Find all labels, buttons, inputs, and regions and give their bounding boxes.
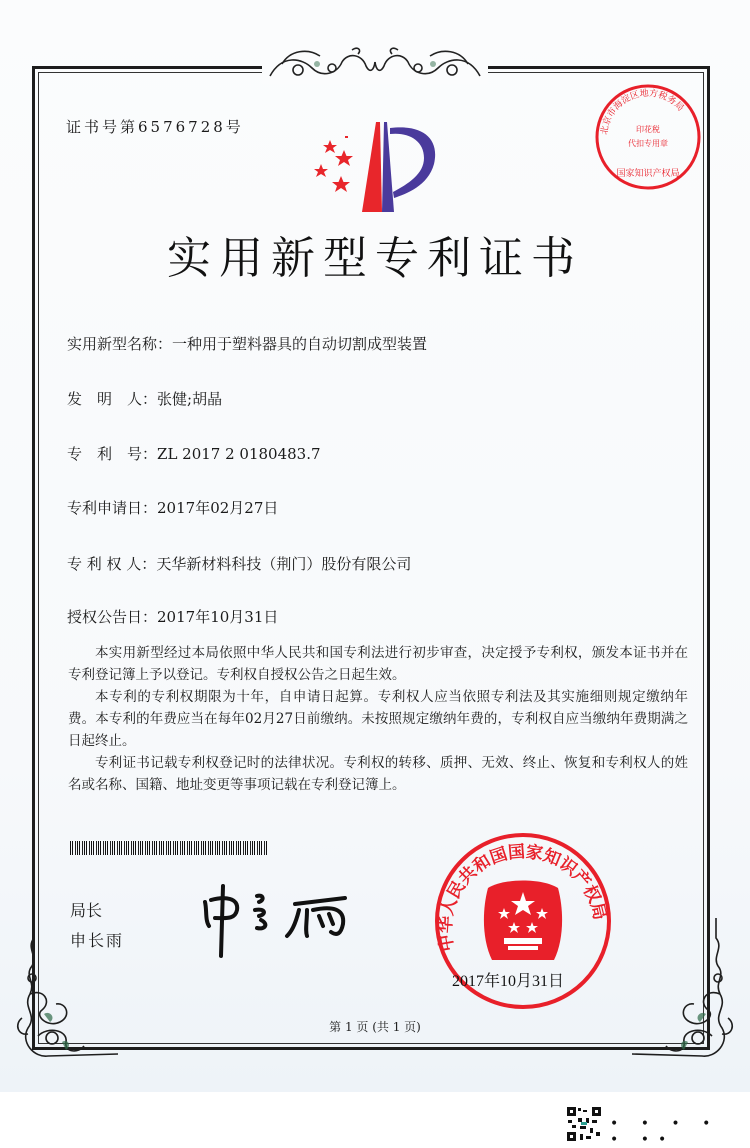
- field-label: 发 明 人：: [67, 390, 158, 408]
- cnipa-logo-icon: [300, 118, 450, 214]
- field-label: 专 利 权 人：: [67, 555, 157, 573]
- paragraph: 本专利的专利权期限为十年，自申请日起算。专利权人应当依照专利法及其实施细则规定缴纳年费。本专利的年费应当在每年02月27日前缴纳。未按照规定缴纳年费的，专利权自应当缴纳年费期满之日起终止。: [68, 689, 688, 749]
- svg-text:国家知识产权局: 国家知识产权局: [616, 169, 680, 179]
- field-value: 2017年10月31日: [157, 608, 279, 626]
- field-label: 授权公告日：: [67, 608, 158, 626]
- svg-text:印花税: 印花税: [636, 125, 660, 134]
- tax-stamp-icon: [593, 82, 703, 192]
- field-label: 实用新型名称：: [67, 335, 173, 353]
- certificate-title: 实用新型专利证书: [167, 233, 583, 284]
- field-utility-model-name: [67, 333, 427, 354]
- field-value: 2017年02月27日: [157, 499, 279, 517]
- field-patentee: [67, 553, 411, 574]
- corner-ornament-icon: [632, 918, 742, 1068]
- svg-text:代扣专用章: 代扣专用章: [628, 139, 668, 148]
- decorative-dots: • • • • • ••: [610, 1116, 720, 1148]
- paragraph: 专利证书记载专利权登记时的法律状况。专利权的转移、质押、无效、终止、恢复和专利权人的姓名或名称、国籍、地址变更等事项记载在专利登记簿上。: [68, 755, 688, 793]
- field-application-date: [67, 497, 278, 518]
- field-value: 张健;胡晶: [157, 390, 223, 408]
- field-label: 专 利 号：: [67, 445, 158, 463]
- field-value: ZL 2017 2 0180483.7: [157, 445, 321, 463]
- svg-text:北京市海淀区地方税务局: 北京市海淀区地方税务局: [599, 88, 686, 136]
- barcode: [70, 841, 268, 855]
- signer-title: 局长: [70, 901, 103, 920]
- field-value: 天华新材料科技（荆门）股份有限公司: [156, 555, 412, 573]
- top-ornament-icon: [262, 44, 488, 84]
- signer-name: 申长雨: [70, 931, 125, 950]
- field-label: 专利申请日：: [67, 499, 158, 517]
- svg-text:中华人民共和国国家知识产权局: 中华人民共和国国家知识产权局: [435, 842, 610, 953]
- signature-icon: [195, 880, 375, 960]
- field-value: 一种用于塑料器具的自动切割成型装置: [172, 335, 428, 353]
- paragraph: 本实用新型经过本局依照中华人民共和国专利法进行初步审查，决定授予专利权，颁发本证书并在专利登记簿上予以登记。专利权自授权公告之日起生效。: [68, 645, 688, 683]
- field-grant-date: [67, 606, 278, 627]
- page-indicator: 第 1 页 (共 1 页): [329, 1020, 421, 1034]
- certificate-number: 证书号第6576728号: [66, 118, 244, 136]
- field-inventors: [67, 388, 222, 409]
- qr-code-icon: [566, 1106, 602, 1142]
- issue-date: 2017年10月31日: [452, 973, 565, 990]
- certificate-body-text: [68, 642, 688, 796]
- field-patent-number: [67, 443, 321, 464]
